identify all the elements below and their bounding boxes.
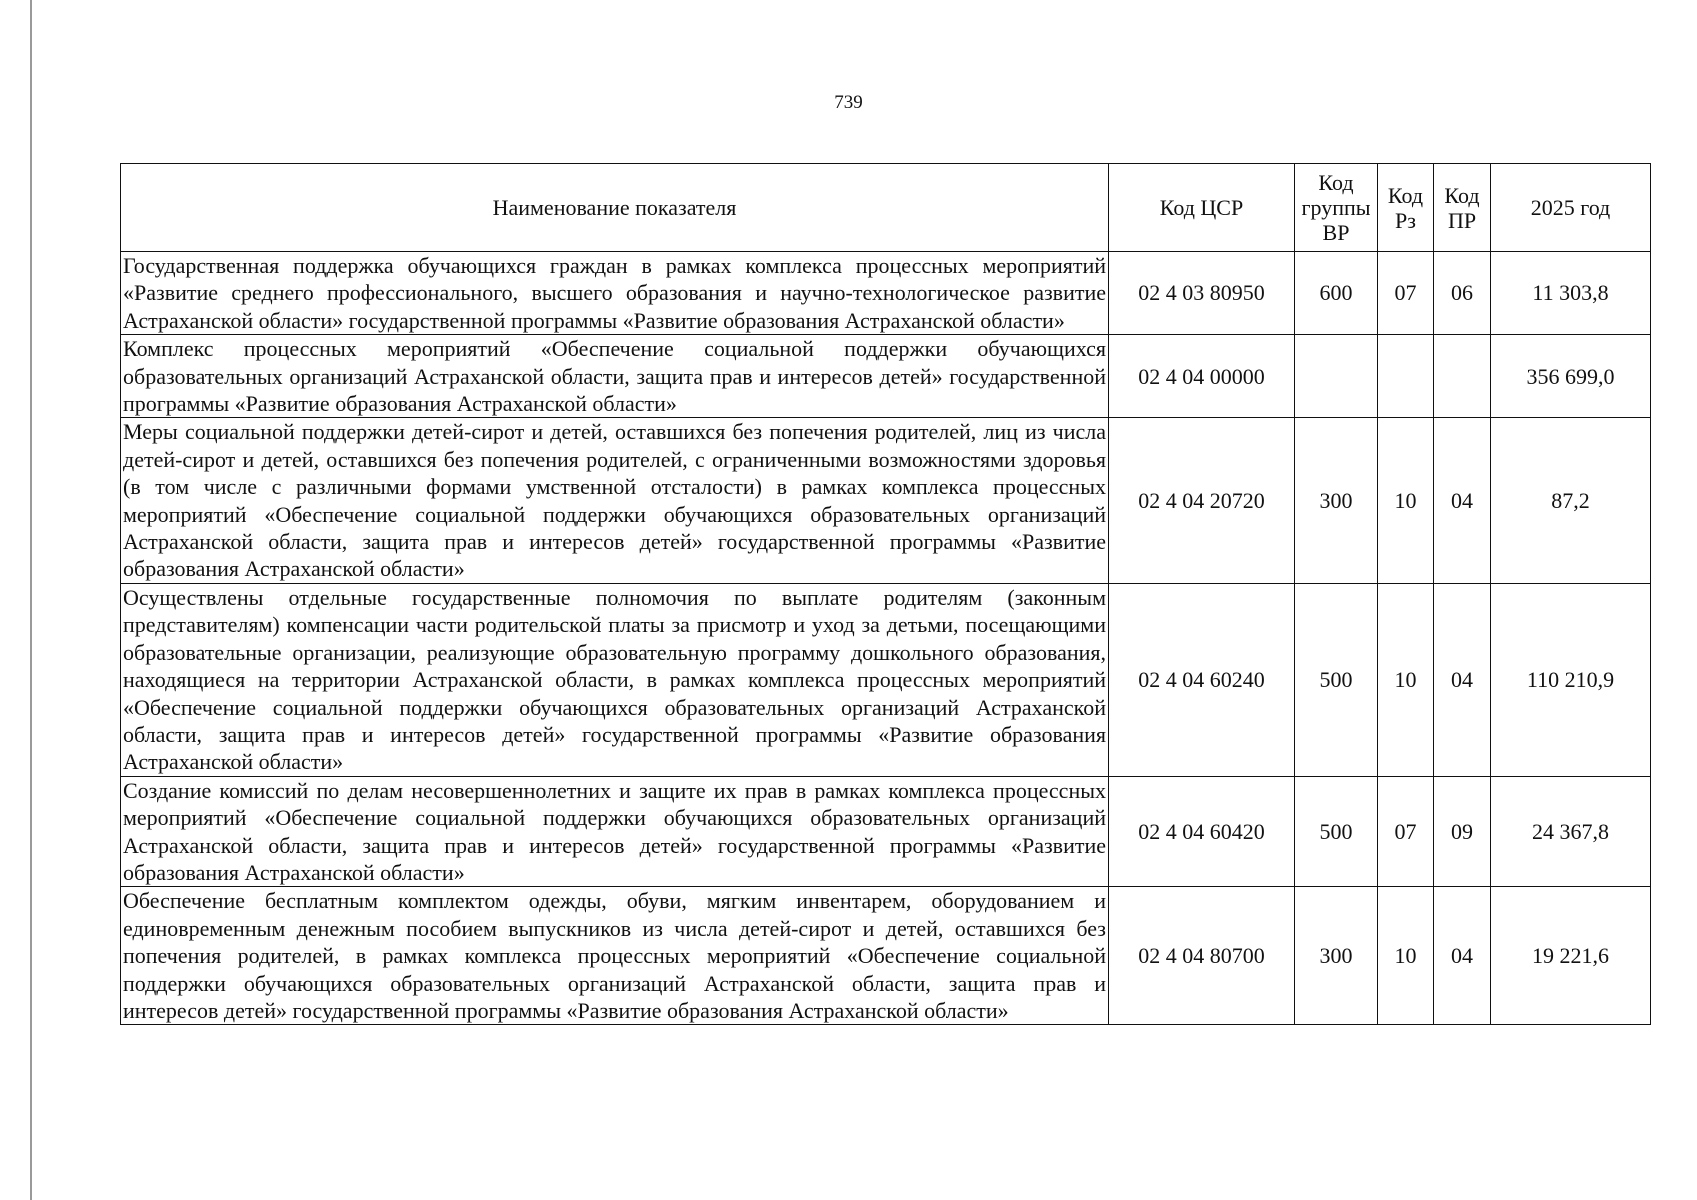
budget-table (120, 163, 1651, 1025)
table-row (121, 776, 1651, 887)
header-rz: Код Рз (1378, 164, 1434, 252)
row-amount: 11 303,8 (1491, 252, 1651, 335)
row-pr: 09 (1434, 776, 1491, 887)
table-row (121, 418, 1651, 583)
row-name: Обеспечение бесплатным комплектом одежды, обуви, мягким инвентарем, оборудованием и единовременным денежным пособием выпускников из числа детей-сирот и детей, оставшихся без попечения родителей, в рамках комплекса процессных мероприятий «Обеспечение социальной поддержки обучающихся образовательных организаций Астраханской области, защита прав и интересов детей» государственной программы «Развитие образования Астраханской области» (121, 887, 1109, 1025)
row-pr: 06 (1434, 252, 1491, 335)
header-year: 2025 год (1491, 164, 1651, 252)
row-csr: 02 4 04 00000 (1109, 335, 1295, 418)
table-row (121, 583, 1651, 776)
row-amount: 19 221,6 (1491, 887, 1651, 1025)
row-csr: 02 4 04 80700 (1109, 887, 1295, 1025)
header-vr: Код группы ВР (1295, 164, 1378, 252)
row-name: Меры социальной поддержки детей-сирот и детей, оставшихся без попечения родителей, лиц из числа детей-сирот и детей, оставшихся без попечения родителей, с ограниченными возможностями здоровья (в том числе с различными формами умственной отсталости) в рамках комплекса процессных мероприятий «Обеспечение социальной поддержки обучающихся образовательных организаций Астраханской области, защита прав и интересов детей» государственной программы «Развитие образования Астраханской области» (121, 418, 1109, 583)
row-pr: 04 (1434, 418, 1491, 583)
row-rz: 07 (1378, 252, 1434, 335)
row-vr: 500 (1295, 776, 1378, 887)
table-header-row (121, 164, 1651, 252)
row-name: Создание комиссий по делам несовершеннолетних и защите их прав в рамках комплекса процессных мероприятий «Обеспечение социальной поддержки обучающихся образовательных организаций Астраханской области, защита прав и интересов детей» государственной программы «Развитие образования Астраханской области» (121, 776, 1109, 887)
row-csr: 02 4 04 20720 (1109, 418, 1295, 583)
row-amount: 24 367,8 (1491, 776, 1651, 887)
row-pr: 04 (1434, 583, 1491, 776)
row-vr (1295, 335, 1378, 418)
row-vr: 300 (1295, 418, 1378, 583)
header-pr: Код ПР (1434, 164, 1491, 252)
row-name: Государственная поддержка обучающихся граждан в рамках комплекса процессных мероприятий «Развитие среднего профессионального, высшего образования и научно-технологическое развитие Астраханской области» государственной программы «Развитие образования Астраханской области» (121, 252, 1109, 335)
row-pr (1434, 335, 1491, 418)
row-name: Осуществлены отдельные государственные полномочия по выплате родителям (законным представителям) компенсации части родительской платы за присмотр и уход за детьми, посещающими образовательные организации, реализующие образовательную программу дошкольного образования, находящиеся на территории Астраханской области, в рамках комплекса процессных мероприятий «Обеспечение социальной поддержки обучающихся образовательных организаций Астраханской области, защита прав и интересов детей» государственной программы «Развитие образования Астраханской области» (121, 583, 1109, 776)
row-vr: 500 (1295, 583, 1378, 776)
scan-edge-line (30, 0, 32, 1200)
page-number: 739 (834, 92, 863, 113)
row-csr: 02 4 03 80950 (1109, 252, 1295, 335)
row-amount: 110 210,9 (1491, 583, 1651, 776)
row-rz: 10 (1378, 887, 1434, 1025)
row-vr: 600 (1295, 252, 1378, 335)
header-csr: Код ЦСР (1109, 164, 1295, 252)
table-row (121, 252, 1651, 335)
table-row (121, 887, 1651, 1025)
row-vr: 300 (1295, 887, 1378, 1025)
row-csr: 02 4 04 60240 (1109, 583, 1295, 776)
header-name: Наименование показателя (121, 164, 1109, 252)
row-amount: 356 699,0 (1491, 335, 1651, 418)
row-amount: 87,2 (1491, 418, 1651, 583)
row-csr: 02 4 04 60420 (1109, 776, 1295, 887)
row-rz: 10 (1378, 418, 1434, 583)
row-rz: 07 (1378, 776, 1434, 887)
row-name: Комплекс процессных мероприятий «Обеспечение социальной поддержки обучающихся образовательных организаций Астраханской области, защита прав и интересов детей» государственной программы «Развитие образования Астраханской области» (121, 335, 1109, 418)
row-rz: 10 (1378, 583, 1434, 776)
row-rz (1378, 335, 1434, 418)
table-row (121, 335, 1651, 418)
row-pr: 04 (1434, 887, 1491, 1025)
